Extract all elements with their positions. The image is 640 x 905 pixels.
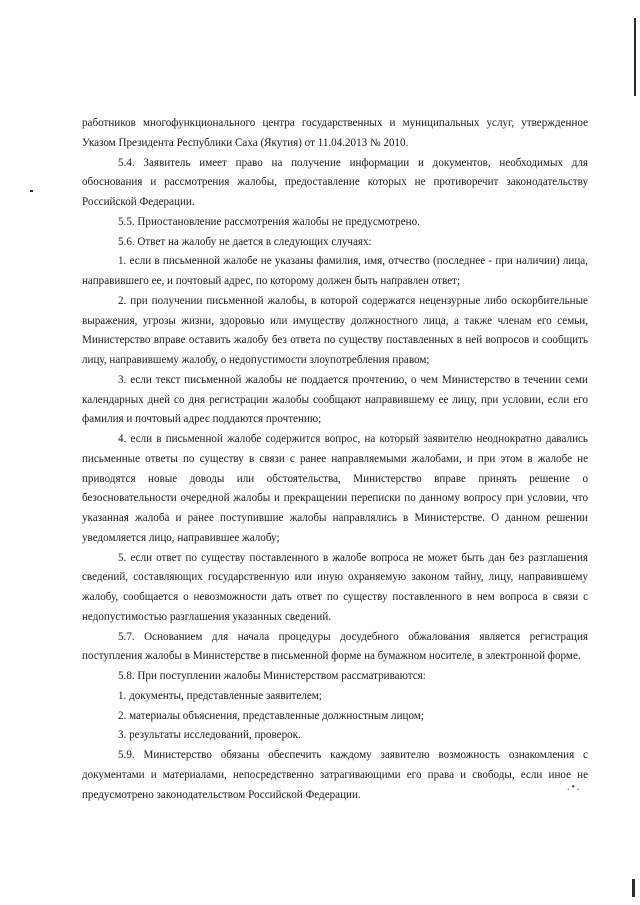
paragraph-5-6-item-5: 5. если ответ по существу поставленного в жалобе вопроса не может быть дан без разглашения сведений, составляющих государственную или иную охраняемую законом тайну, лицу, направившему жалобу, сообщается о невозможности дать ответ по существу поставленного в нем вопроса в связи с недопустимостью разглашения указанных сведений. (82, 551, 588, 623)
paragraph-5-8-item-3: 3. результаты исследований, проверок. (118, 729, 301, 742)
paragraph-5-6: 5.6. Ответ на жалобу не дается в следующих случаях: (118, 235, 372, 248)
paragraph-5-4: 5.4. Заявитель имеет право на получение информации и документов, необходимых для обоснования и рассмотрения жалобы, предоставление которых не противоречит законодательству Российской Федерации. (82, 156, 588, 208)
paragraph-continuation: работников многофункционального центра государственных и муниципальных услуг, утвержденное Указом Президента Республики Саха (Якутия) от 11.04.2013 № 2010. (82, 117, 588, 149)
paragraph-5-9: 5.9. Министерство обязаны обеспечить каждому заявителю возможность ознакомления с документами и материалами, непосредственно затрагивающими его права и свободы, если иное не предусмотрено законодательством Российской Федерации. (82, 749, 588, 801)
paragraph-5-8-item-2: 2. материалы объяснения, представленные должностным лицом; (118, 709, 424, 722)
paragraph-5-5: 5.5. Приостановление рассмотрения жалобы не предусмотрено. (118, 215, 420, 228)
scan-edge-mark-bottom (632, 879, 635, 897)
paragraph-5-7: 5.7. Основанием для начала процедуры досудебного обжалования является регистрация поступления жалобы в Министерстве в письменной форме на бумажном носителе, в электронной форме. (82, 630, 588, 663)
paragraph-5-6-item-2: 2. при получении письменной жалобы, в которой содержатся нецензурные либо оскорбительные выражения, угрозы жизни, здоровью или имуществу должностного лица, а также членам его семьи, Министерство вправе оставить жалобу без ответа по существу поставленных в ней вопросов и сообщить лицу, направившему жалобу, о недопустимости злоупотребления правом; (82, 294, 588, 366)
scan-dots: .•. (567, 782, 582, 793)
paragraph-5-6-item-1: 1. если в письменной жалобе не указаны фамилия, имя, отчество (последнее - при наличии) лица, направившего ее, и почтовый адрес, по которому должен быть направлен ответ; (82, 255, 588, 287)
scan-edge-mark (634, 18, 636, 96)
paragraph-5-6-item-3: 3. если текст письменной жалобы не поддается прочтению, о чем Министерство в течении семи календарных дней со дня регистрации жалобы сообщают направившему ее лицу, при условии, если его фамилия и почтовый адрес поддаются прочтению; (82, 373, 588, 426)
paragraph-5-6-item-4: 4. если в письменной жалобе содержится вопрос, на который заявителю неоднократно давались письменные ответы по существу в связи с ранее направляемыми жалобами, и при этом в жалобе не приводятся новые доводы или обстоятельства, Министерство вправе принять решение о безосновательности очередной жалобы и прекращении переписки по данному вопросу при условии, что указанная жалоба и ранее поступившие жалобы направлялись в Министерстве. О данном решении уведомляется лицо, направившее жалобу; (82, 433, 588, 544)
paragraph-5-8-item-1: 1. документы, представленные заявителем; (118, 689, 322, 702)
document-body (82, 114, 588, 805)
scan-speck (30, 190, 33, 192)
paragraph-5-8: 5.8. При поступлении жалобы Министерством рассматриваются: (118, 670, 426, 682)
